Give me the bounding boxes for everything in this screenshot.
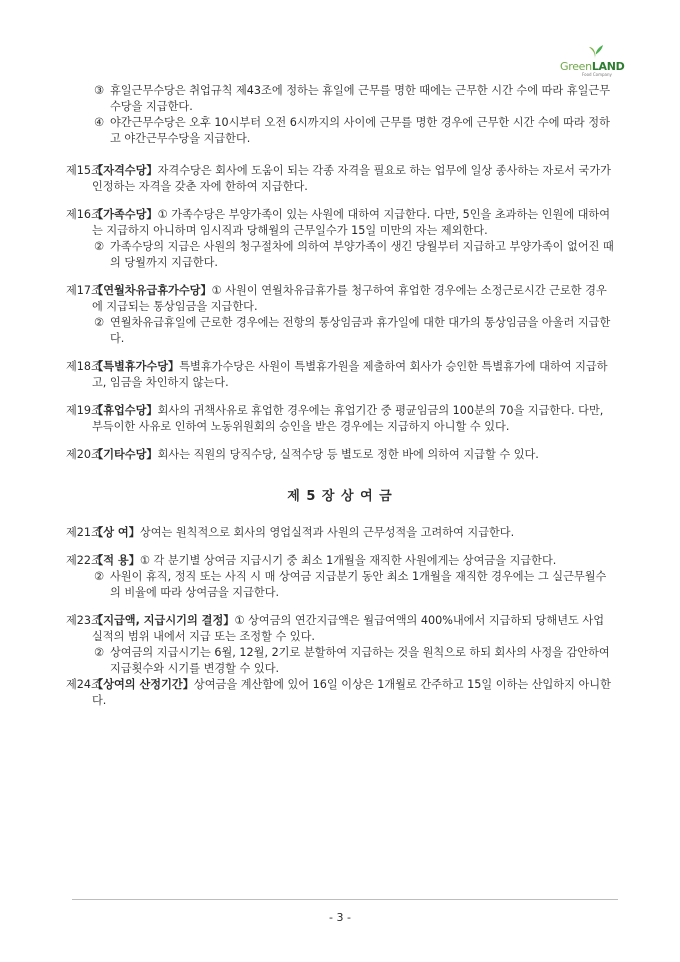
item-number: ④ <box>94 116 105 129</box>
article-title: 【상여의 산정기간】 <box>92 678 194 691</box>
article-number: 제18조 <box>66 360 102 373</box>
article-number: 제16조 <box>66 208 102 221</box>
article-body: 회사의 귀책사유로 휴업한 경우에는 휴업기간 중 평균임금의 100분의 70을 지급한다. 다만, 부득이한 사유로 인하여 노동위원회의 승인을 받은 경우에는 지급하지 아니할 수 있다. <box>92 404 604 433</box>
top-item <box>0 115 680 147</box>
article-title: 【휴업수당】 <box>92 404 158 417</box>
article-body: 특별휴가수당은 사원이 특별휴가원을 제출하여 회사가 승인한 특별휴가에 대하여 지급하고, 임금을 차인하지 않는다. <box>92 360 608 389</box>
article-19 <box>0 403 680 435</box>
logo-green: Green <box>560 60 592 73</box>
article-title: 【기타수당】 <box>92 448 158 461</box>
logo-land: LAND <box>591 60 625 73</box>
item-number: ③ <box>94 84 105 97</box>
item-text: 사원이 휴직, 정직 또는 사직 시 매 상여금 지급분기 동안 최소 1개월을 재직한 경우에는 그 실근무월수의 비율에 따라 상여금을 지급한다. <box>110 570 607 599</box>
article-number: 제23조 <box>66 614 102 627</box>
article-body: 상여는 원칙적으로 회사의 영업실적과 사원의 근무성적을 고려하여 지급한다. <box>139 526 515 539</box>
article-number: 제22조 <box>66 554 102 567</box>
item-number: ② <box>94 570 105 583</box>
article-body: ① 사원이 연월차유급휴가를 청구하여 휴업한 경우에는 소정근로시간 근로한 경우에 지급되는 통상임금을 지급한다. <box>92 284 607 313</box>
chapter-heading: 제 5 장 상 여 금 <box>287 489 393 504</box>
article-18 <box>0 359 680 391</box>
item-text: 휴일근무수당은 취업규칙 제43조에 정하는 휴일에 근무를 명한 때에는 근무한 시간 수에 따라 휴일근무수당을 지급한다. <box>110 84 611 113</box>
article-20 <box>0 447 680 463</box>
article-title: 【특별휴가수당】 <box>92 360 180 373</box>
top-item <box>0 83 680 115</box>
article-number: 제24조 <box>66 678 102 691</box>
leaf-icon <box>586 44 604 60</box>
article-title: 【적 용】 <box>92 554 140 567</box>
item-text: 연월차유급휴일에 근로한 경우에는 전항의 통상임금과 휴가일에 대한 대가의 통상임금을 아울러 지급한다. <box>110 316 611 345</box>
article-23 <box>0 613 680 645</box>
article-title: 【가족수당】 <box>92 208 158 221</box>
article-24 <box>0 677 680 709</box>
article-body: ① 가족수당은 부양가족이 있는 사원에 대하여 지급한다. 다만, 5인을 초과하는 인원에 대하여는 지급하지 아니하며 임시직과 당해월의 근무일수가 15일 미만의 자는 제외한다. <box>92 208 611 237</box>
logo-subtitle: Food Company <box>582 72 612 77</box>
article-22 <box>0 553 680 569</box>
article-title: 【지급액, 지급시기의 결정】 <box>92 614 235 627</box>
article-body: ① 상여금의 연간지급액은 월급여액의 400%내에서 지급하되 당해년도 사업실적의 범위 내에서 지급 또는 조정할 수 있다. <box>92 614 605 643</box>
article-body: 회사는 직원의 당직수당, 실적수당 등 별도로 정한 바에 의하여 지급할 수 있다. <box>157 448 539 461</box>
article-15 <box>0 163 680 195</box>
article-sub-item <box>0 315 680 347</box>
article-21 <box>0 525 680 541</box>
article-sub-item <box>0 645 680 677</box>
article-17 <box>0 283 680 315</box>
article-number: 제15조 <box>66 164 102 177</box>
article-number: 제21조 <box>66 526 102 539</box>
item-text: 상여금의 지급시기는 6월, 12월, 2기로 분할하여 지급하는 것을 원칙으로 하되 회사의 사정을 감안하여 지급횟수와 시기를 변경할 수 있다. <box>110 646 610 675</box>
article-title: 【자격수당】 <box>92 164 158 177</box>
item-text: 야간근무수당은 오후 10시부터 오전 6시까지의 사이에 근무를 명한 경우에 근무한 시간 수에 따라 정하고 야간근무수당을 지급한다. <box>110 116 610 145</box>
article-body: 상여금을 계산함에 있어 16일 이상은 1개월로 간주하고 15일 이하는 산입하지 아니한다. <box>92 678 611 707</box>
item-number: ② <box>94 646 105 659</box>
article-title: 【연월차유급휴가수당】 <box>92 284 212 297</box>
item-number: ② <box>94 240 105 253</box>
article-sub-item <box>0 569 680 601</box>
document-body <box>0 83 680 709</box>
item-text: 가족수당의 지급은 사원의 청구절차에 의하여 부양가족이 생긴 당월부터 지급하고 부양가족이 없어진 때의 당월까지 지급한다. <box>110 240 614 269</box>
article-sub-item <box>0 239 680 271</box>
article-number: 제19조 <box>66 404 102 417</box>
article-number: 제17조 <box>66 284 102 297</box>
article-body: 자격수당은 회사에 도움이 되는 각종 자격을 필요로 하는 업무에 일상 종사하는 자로서 국가가 인정하는 자격을 갖춘 자에 한하여 지급한다. <box>92 164 611 193</box>
article-title: 【상 여】 <box>92 526 140 539</box>
footer-divider <box>72 899 618 900</box>
page-number: - 3 - <box>329 911 351 924</box>
article-number: 제20조 <box>66 448 102 461</box>
article-body: ① 각 분기별 상여금 지급시기 중 최소 1개월을 재직한 사원에게는 상여금을 지급한다. <box>139 554 557 567</box>
article-16 <box>0 207 680 239</box>
company-logo <box>560 46 625 77</box>
item-number: ② <box>94 316 105 329</box>
